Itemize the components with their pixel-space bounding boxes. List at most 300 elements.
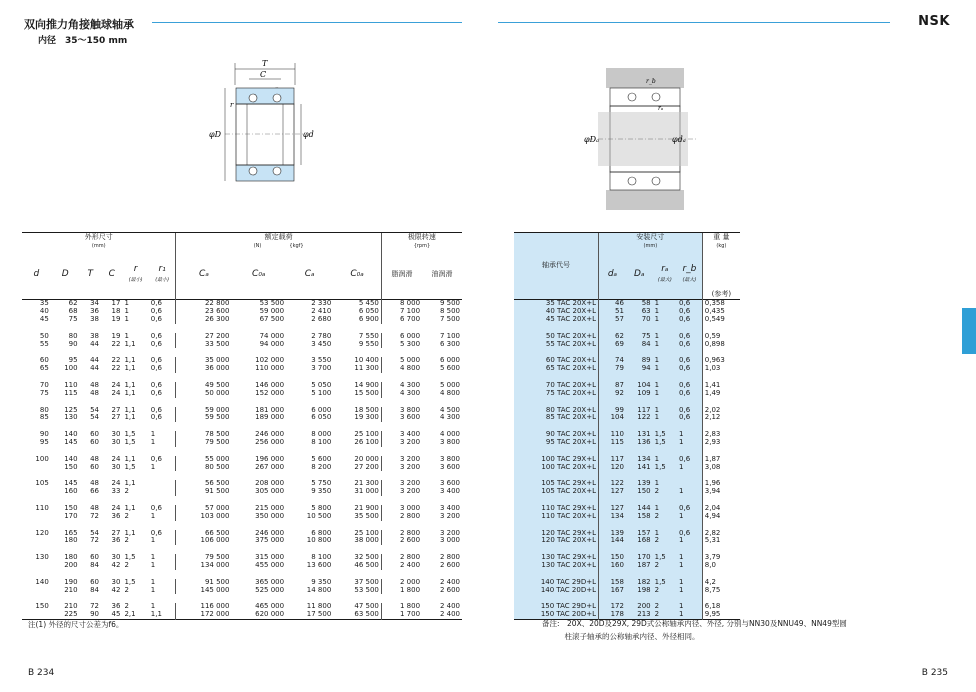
- table-row: [22, 333, 462, 341]
- cell-rb: 1: [677, 488, 702, 496]
- cell-ra: 1: [653, 456, 677, 464]
- cell-grease: 2 800: [381, 513, 422, 521]
- cell-w: 2,04: [702, 505, 740, 513]
- cell-w: 1,87: [702, 456, 740, 464]
- col-rb-max: (最大): [682, 276, 697, 283]
- cell-w: 0,358: [702, 300, 740, 308]
- cell-code: 65 TAC 20X+L: [514, 365, 599, 373]
- cell-da: 150: [599, 554, 626, 562]
- cell-Ca_k: 5 750: [311, 479, 332, 488]
- cell-Ca: 55 000: [176, 456, 231, 464]
- group-spacer: [22, 594, 462, 603]
- cell-r1: 1: [150, 553, 156, 562]
- cell-Ca: 27 200: [176, 333, 231, 341]
- cell-T: 60: [90, 577, 100, 586]
- cell-r: 1,5: [124, 553, 136, 562]
- cell-C: 24: [111, 454, 121, 463]
- col-ra-max: (最大): [657, 276, 672, 283]
- cell-ra: 1,5: [653, 579, 677, 587]
- cell-grease: 3 200: [381, 456, 422, 464]
- cell-r1: 1: [150, 462, 156, 471]
- cell-r: 1,5: [124, 437, 136, 446]
- label-ra: rₐ: [658, 105, 664, 112]
- cell-d: 120: [35, 528, 49, 537]
- cell-r1: 1: [150, 585, 156, 594]
- cell-Ca: 50 000: [176, 390, 231, 398]
- cell-D: 210: [64, 602, 78, 611]
- cell-rb: 1: [677, 603, 702, 611]
- cell-D: 145: [64, 479, 78, 488]
- cell-grease: 4 300: [381, 390, 422, 398]
- cell-r: 1: [124, 299, 129, 308]
- cell-C: 42: [111, 560, 121, 569]
- mount-unit: (mm): [643, 242, 658, 249]
- table-row: [22, 300, 462, 308]
- table-row: [514, 488, 740, 496]
- cell-r1: 1: [150, 536, 156, 545]
- cell-w: 6,18: [702, 603, 740, 611]
- cell-Ca: 49 500: [176, 382, 231, 390]
- table-row: [22, 439, 462, 447]
- cell-r1: 0,6: [150, 503, 162, 512]
- cell-Ca: 80 500: [176, 464, 231, 472]
- cell-C0a: 152 000: [255, 388, 285, 397]
- cell-C0a_k: 6 900: [358, 314, 379, 323]
- cell-oil: 3 200: [439, 528, 460, 537]
- cell-Ca_k: 9 350: [311, 487, 332, 496]
- cell-oil: 3 400: [439, 503, 460, 512]
- cell-r1: [149, 488, 176, 496]
- col-Ca: Cₐ: [176, 250, 231, 300]
- cell-rb: 1: [677, 579, 702, 587]
- label-phiD: φD: [209, 130, 222, 139]
- cell-grease: 2 800: [381, 530, 422, 538]
- cell-oil: 4 000: [439, 430, 460, 439]
- cell-C0a_k: 11 300: [354, 364, 379, 373]
- cell-code: 150 TAC 20D+L: [514, 611, 599, 619]
- table-row: [22, 562, 462, 570]
- cell-C0a: 215 000: [255, 503, 285, 512]
- cell-Ca_k: 13 600: [306, 560, 332, 569]
- cell-ra: 1: [653, 382, 677, 390]
- cell-w: 8,75: [702, 587, 740, 595]
- cell-code: 95 TAC 20X+L: [514, 439, 599, 447]
- col-r-min: (最小): [128, 276, 143, 283]
- cell-oil: 7 100: [439, 331, 460, 340]
- cell-Da: 150: [626, 488, 653, 496]
- table-row: [22, 414, 462, 422]
- group-spacer: [22, 373, 462, 382]
- cell-oil: 2 800: [439, 553, 460, 562]
- cell-Da: 84: [626, 341, 653, 349]
- right-footnote: [542, 617, 847, 643]
- cell-da: 46: [599, 300, 626, 308]
- cell-d: 60: [39, 356, 49, 365]
- cell-w: 3,94: [702, 488, 740, 496]
- table-row: [514, 414, 740, 422]
- cell-T: 60: [90, 462, 100, 471]
- right-footnote-line1: 备注: 20X、20D及29X, 29D式公称轴承内径、外径, 分别与NN30及NNU49、NN49型圆: [542, 619, 847, 628]
- cell-grease: 3 600: [381, 414, 422, 422]
- cell-Ca_k: 2 410: [311, 307, 332, 316]
- cell-r: 1,1: [124, 413, 136, 422]
- cell-code: 90 TAC 20X+L: [514, 431, 599, 439]
- cell-C: 24: [111, 388, 121, 397]
- cell-code: 130 TAC 20X+L: [514, 562, 599, 570]
- cell-C0a: 181 000: [255, 405, 285, 414]
- cell-grease: 3 400: [381, 431, 422, 439]
- cell-r: 2: [124, 560, 129, 569]
- cell-D: 140: [64, 430, 78, 439]
- page-title: 双向推力角接触球轴承: [24, 18, 134, 31]
- cell-da: 134: [599, 513, 626, 521]
- cell-grease: 8 000: [381, 300, 422, 308]
- right-page: [488, 0, 976, 692]
- cell-Ca: 66 500: [176, 530, 231, 538]
- cell-ra: 1: [653, 407, 677, 415]
- cell-T: 48: [90, 454, 100, 463]
- cell-r: 1,1: [124, 356, 136, 365]
- cell-d: [22, 562, 51, 570]
- cell-D: 150: [64, 503, 78, 512]
- cell-rb: 0,6: [677, 300, 702, 308]
- cell-C: 36: [111, 511, 121, 520]
- cell-r1: 0,6: [150, 380, 162, 389]
- cell-r1: 0,6: [150, 364, 162, 373]
- cell-r1: 1: [150, 511, 156, 520]
- cell-rb: 0,6: [677, 341, 702, 349]
- cell-rb: 1: [677, 439, 702, 447]
- cell-Ca: 106 000: [176, 537, 231, 545]
- cell-Ca: 33 500: [176, 341, 231, 349]
- table-row: [514, 587, 740, 595]
- cell-code: 80 TAC 20X+L: [514, 407, 599, 415]
- group-spacer: [22, 570, 462, 579]
- cell-da: 74: [599, 357, 626, 365]
- cell-grease: 6 000: [381, 333, 422, 341]
- cell-grease: 3 200: [381, 480, 422, 488]
- dims-unit: (mm): [91, 242, 106, 249]
- cell-Da: 170: [626, 554, 653, 562]
- cell-Ca_k: 10 500: [306, 511, 332, 520]
- cell-C0a_k: 6 050: [358, 307, 379, 316]
- group-spacer: [22, 471, 462, 480]
- cell-w: 0,435: [702, 308, 740, 316]
- cell-Ca: 134 000: [176, 562, 231, 570]
- table-row: [514, 537, 740, 545]
- cell-D: 62: [68, 299, 78, 308]
- cell-r: 1: [124, 331, 129, 340]
- cell-C0a_k: 63 500: [354, 610, 379, 619]
- cell-Ca: 22 800: [176, 300, 231, 308]
- cell-C: 17: [111, 299, 121, 308]
- cell-d: 80: [39, 405, 49, 414]
- cell-C0a_k: 47 500: [354, 602, 379, 611]
- table-row: [514, 464, 740, 472]
- cell-oil: 6 300: [439, 339, 460, 348]
- cell-oil: 5 000: [439, 380, 460, 389]
- cell-da: 158: [599, 579, 626, 587]
- cell-da: 167: [599, 587, 626, 595]
- cell-C: 45: [111, 610, 121, 619]
- cell-rb: 1: [677, 554, 702, 562]
- cell-C0a: 350 000: [255, 511, 285, 520]
- cell-ra: 1: [653, 390, 677, 398]
- cell-C0a_k: 32 500: [354, 553, 379, 562]
- cell-D: 180: [64, 536, 78, 545]
- cell-Da: 213: [626, 611, 653, 619]
- cell-oil: 7 500: [439, 314, 460, 323]
- cell-d: [22, 464, 51, 472]
- cell-r: 1,1: [124, 364, 136, 373]
- cell-w: 2,02: [702, 407, 740, 415]
- cell-Ca_k: 3 550: [311, 356, 332, 365]
- cell-ra: 2: [653, 562, 677, 570]
- cell-grease: 3 200: [381, 488, 422, 496]
- speed-unit: {rpm}: [413, 242, 431, 249]
- cell-C0a: 146 000: [255, 380, 285, 389]
- page-subtitle: 内径 35～150 mm: [38, 36, 128, 46]
- cell-C0a_k: 15 500: [354, 388, 379, 397]
- cell-da: 92: [599, 390, 626, 398]
- cell-rb: 0,6: [677, 390, 702, 398]
- cell-Ca: 36 000: [176, 365, 231, 373]
- cell-Ca_k: 8 200: [311, 462, 332, 471]
- table-row: [22, 464, 462, 472]
- cell-d: 35: [39, 299, 49, 308]
- cell-r: 2: [124, 487, 129, 496]
- cell-D: 165: [64, 528, 78, 537]
- speed-header: 极限转速: [407, 233, 436, 241]
- col-oil: 油润滑: [431, 270, 453, 279]
- cell-code: 105 TAC 29X+L: [514, 480, 599, 488]
- cell-C: 18: [111, 307, 121, 316]
- cell-da: 79: [599, 365, 626, 373]
- cell-da: 120: [599, 464, 626, 472]
- cell-Ca_k: 5 050: [311, 380, 332, 389]
- cell-w: 1,41: [702, 382, 740, 390]
- cell-Ca: 78 500: [176, 431, 231, 439]
- page-number-left: B 234: [28, 668, 55, 678]
- cell-oil: 3 800: [439, 454, 460, 463]
- specification-table: [22, 232, 462, 624]
- cell-w: 2,83: [702, 431, 740, 439]
- table-row: [514, 439, 740, 447]
- cell-rb: 1: [677, 562, 702, 570]
- cell-da: 69: [599, 341, 626, 349]
- table-row: [22, 505, 462, 513]
- label-r: r: [230, 101, 234, 109]
- col-d: d: [33, 268, 40, 279]
- cell-Ca: 116 000: [176, 603, 231, 611]
- cell-da: 127: [599, 488, 626, 496]
- cell-T: 44: [90, 339, 100, 348]
- cell-C: 19: [111, 314, 121, 323]
- cell-w: 9,95: [702, 611, 740, 619]
- cell-D: 200: [64, 560, 78, 569]
- cell-Da: 158: [626, 513, 653, 521]
- cell-grease: 1 700: [381, 611, 422, 619]
- cell-D: 95: [68, 356, 78, 365]
- cell-D: 145: [64, 437, 78, 446]
- cell-code: 110 TAC 20X+L: [514, 513, 599, 521]
- cell-grease: 5 300: [381, 341, 422, 349]
- cell-code: 35 TAC 20X+L: [514, 300, 599, 308]
- cell-code: 40 TAC 20X+L: [514, 308, 599, 316]
- cell-grease: 6 700: [381, 316, 422, 324]
- cell-d: 50: [39, 331, 49, 340]
- cell-C: 30: [111, 462, 121, 471]
- cell-r1: 1: [150, 430, 156, 439]
- cell-rb: 0,6: [677, 414, 702, 422]
- table-row: [514, 562, 740, 570]
- cell-r: 1,5: [124, 462, 136, 471]
- cell-d: 110: [35, 503, 49, 512]
- cell-ra: 2: [653, 488, 677, 496]
- cell-T: 84: [90, 560, 100, 569]
- cell-C0a_k: 7 550: [358, 331, 379, 340]
- cell-Ca: 56 500: [176, 480, 231, 488]
- col-C0a-kgf: C₀ₐ: [350, 268, 364, 279]
- cell-oil: 3 200: [439, 511, 460, 520]
- cell-ra: 2: [653, 537, 677, 545]
- cell-C: 36: [111, 536, 121, 545]
- cell-r1: 1: [150, 577, 156, 586]
- cell-code: 55 TAC 20X+L: [514, 341, 599, 349]
- table-row: [22, 513, 462, 521]
- cell-Ca_k: 6 000: [311, 405, 332, 414]
- cell-C0a: 53 500: [259, 299, 285, 308]
- cell-C0a_k: 5 450: [358, 299, 379, 308]
- col-grease: 脂润滑: [381, 250, 422, 300]
- cell-code: 85 TAC 20X+L: [514, 414, 599, 422]
- cell-D: 150: [64, 462, 78, 471]
- table-row: [22, 480, 462, 488]
- table-row: [22, 390, 462, 398]
- cell-Ca_k: 11 800: [306, 602, 332, 611]
- cell-T: 60: [90, 553, 100, 562]
- cell-D: 130: [64, 413, 78, 422]
- cell-C0a: 305 000: [255, 487, 285, 496]
- cell-code: 120 TAC 29X+L: [514, 530, 599, 538]
- cell-r1: 0,6: [150, 405, 162, 414]
- cell-oil: 4 500: [439, 405, 460, 414]
- cell-T: 54: [90, 405, 100, 414]
- cell-Da: 200: [626, 603, 653, 611]
- cell-D: 190: [64, 577, 78, 586]
- cell-T: 54: [90, 413, 100, 422]
- cell-ra: 1: [653, 316, 677, 324]
- cell-grease: 2 000: [381, 579, 422, 587]
- cell-C0a_k: 18 500: [354, 405, 379, 414]
- cell-Da: 94: [626, 365, 653, 373]
- group-spacer: [22, 324, 462, 333]
- cell-d: [22, 537, 51, 545]
- cell-Da: 157: [626, 530, 653, 538]
- cell-r: 2: [124, 536, 129, 545]
- cell-r1: 0,6: [150, 339, 162, 348]
- cell-ra: 2: [653, 611, 677, 619]
- table-row: [22, 365, 462, 373]
- cell-T: 84: [90, 585, 100, 594]
- cell-d: 85: [39, 413, 49, 422]
- cell-d: 90: [39, 430, 49, 439]
- cell-D: 80: [68, 331, 78, 340]
- cell-code: 120 TAC 20X+L: [514, 537, 599, 545]
- cell-Da: 198: [626, 587, 653, 595]
- cell-r: 2: [124, 602, 129, 611]
- col-code: 轴承代号: [514, 233, 599, 300]
- cell-r1: 1,1: [150, 610, 162, 619]
- label-phid: φd: [303, 130, 314, 139]
- load-header: 额定载荷: [264, 233, 293, 241]
- cell-ra: 1: [653, 341, 677, 349]
- cell-grease: 3 800: [381, 407, 422, 415]
- cell-Ca: 79 500: [176, 439, 231, 447]
- cell-oil: 2 600: [439, 560, 460, 569]
- cell-da: 110: [599, 431, 626, 439]
- cell-Da: 117: [626, 407, 653, 415]
- cell-grease: 1 800: [381, 603, 422, 611]
- bearing-dimension-diagram: [205, 55, 325, 195]
- cell-rb: 0,6: [677, 365, 702, 373]
- cell-T: 48: [90, 380, 100, 389]
- cell-da: 99: [599, 407, 626, 415]
- cell-T: 66: [90, 487, 100, 496]
- cell-Ca_k: 3 450: [311, 339, 332, 348]
- cell-d: 105: [35, 479, 49, 488]
- table-row: [514, 341, 740, 349]
- cell-C: 24: [111, 503, 121, 512]
- cell-Ca: 172 000: [176, 611, 231, 619]
- cell-C: 24: [111, 479, 121, 488]
- cell-rb: 1: [677, 464, 702, 472]
- cell-Da: 131: [626, 431, 653, 439]
- cell-rb: 1: [677, 611, 702, 619]
- cell-D: 160: [64, 487, 78, 496]
- cell-da: 122: [599, 480, 626, 488]
- cell-oil: 5 600: [439, 364, 460, 373]
- cell-d: [22, 488, 51, 496]
- cell-r: 1,5: [124, 577, 136, 586]
- cell-rb: 0,6: [677, 407, 702, 415]
- cell-oil: 3 000: [439, 536, 460, 545]
- cell-Da: 122: [626, 414, 653, 422]
- cell-C0a_k: 31 000: [354, 487, 379, 496]
- cell-ra: 2: [653, 603, 677, 611]
- cell-Ca_k: 14 800: [306, 585, 332, 594]
- cell-C: 22: [111, 339, 121, 348]
- cell-oil: 6 000: [439, 356, 460, 365]
- left-footnote: 注(1) 外径的尺寸公差为f6。: [28, 620, 124, 629]
- cell-oil: 3 400: [439, 487, 460, 496]
- cell-oil: 2 400: [439, 602, 460, 611]
- cell-Ca: 91 500: [176, 579, 231, 587]
- table-row: [22, 603, 462, 611]
- cell-C: 27: [111, 528, 121, 537]
- cell-T: 72: [90, 536, 100, 545]
- col-D: D: [61, 268, 69, 279]
- cell-T: 72: [90, 511, 100, 520]
- table-row: [22, 488, 462, 496]
- cell-r: 1,1: [124, 479, 136, 488]
- cell-T: 48: [90, 388, 100, 397]
- col-weight-ref: (参考): [702, 250, 740, 300]
- cell-ra: 1: [653, 308, 677, 316]
- cell-D: 100: [64, 364, 78, 373]
- cell-grease: 7 100: [381, 308, 422, 316]
- cell-Da: 104: [626, 382, 653, 390]
